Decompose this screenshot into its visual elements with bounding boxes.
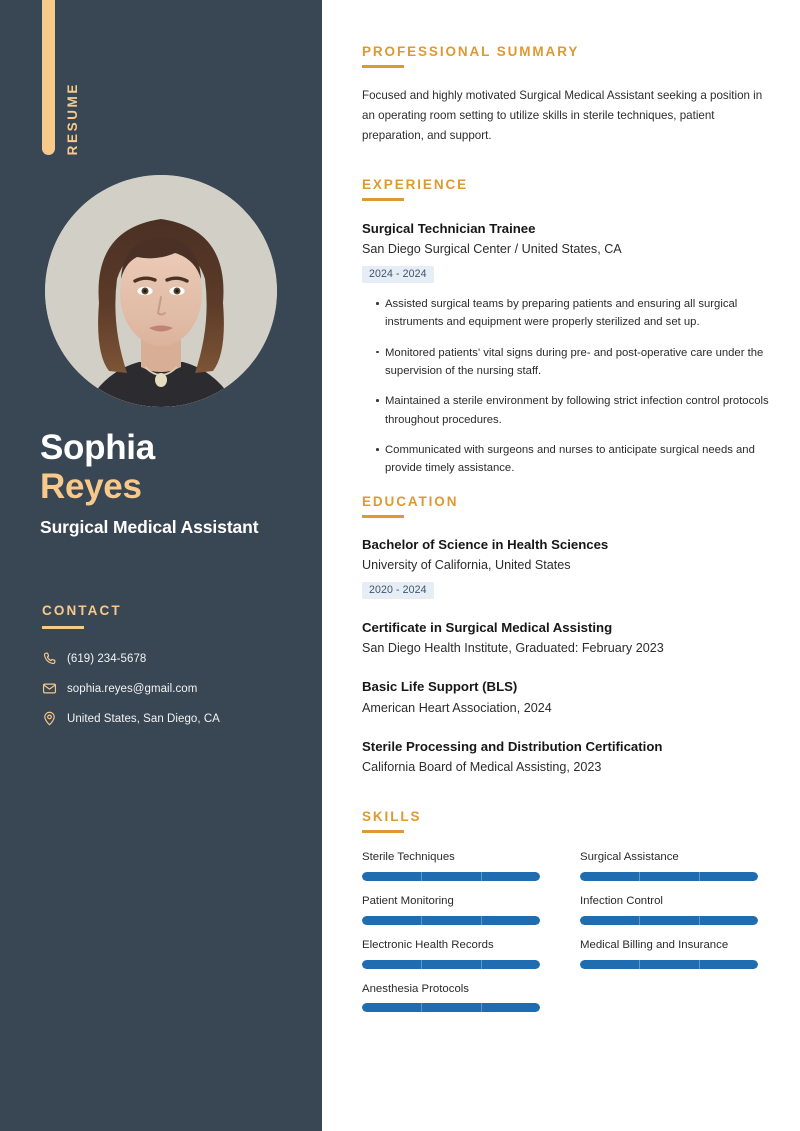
skill-label: Infection Control xyxy=(580,894,663,907)
education-subtitle: San Diego Health Institute, Graduated: February 2023 xyxy=(362,641,664,656)
skill-item xyxy=(362,894,540,925)
skill-segment-divider xyxy=(639,872,640,881)
contact-heading-rule xyxy=(42,626,84,629)
education-item xyxy=(362,536,776,599)
resume-vertical-label: RESUME xyxy=(65,82,80,156)
phone-value: (619) 234-5678 xyxy=(67,652,147,665)
skill-progress-track xyxy=(362,1003,540,1012)
education-item xyxy=(362,678,776,717)
first-name: Sophia xyxy=(40,428,155,467)
education-item xyxy=(362,619,776,658)
skill-segment-divider xyxy=(481,916,482,925)
skill-progress-track xyxy=(362,916,540,925)
skill-progress-fill xyxy=(362,872,540,881)
education-item xyxy=(362,738,776,777)
sidebar xyxy=(0,0,322,1131)
skill-segment-divider xyxy=(699,916,700,925)
skill-progress-track xyxy=(362,960,540,969)
experience-heading: EXPERIENCE xyxy=(362,176,469,192)
skill-segment-divider xyxy=(421,872,422,881)
skill-item xyxy=(580,850,758,881)
education-subtitle: American Heart Association, 2024 xyxy=(362,700,552,715)
skill-segment-divider xyxy=(481,1003,482,1012)
education-date-badge: 2020 - 2024 xyxy=(362,582,434,599)
location-value: United States, San Diego, CA xyxy=(67,712,220,725)
education-heading: EDUCATION xyxy=(362,493,459,509)
contact-phone[interactable] xyxy=(42,650,292,667)
education-title: Sterile Processing and Distribution Certification xyxy=(362,738,663,754)
section-professional-summary xyxy=(362,0,776,146)
skill-segment-divider xyxy=(699,960,700,969)
skill-segment-divider xyxy=(421,960,422,969)
skill-item xyxy=(362,982,540,1013)
skill-segment-divider xyxy=(699,872,700,881)
section-skills xyxy=(362,809,776,1012)
email-value: sophia.reyes@gmail.com xyxy=(67,682,198,695)
education-subtitle: California Board of Medical Assisting, 2023 xyxy=(362,760,602,775)
summary-text: Focused and highly motivated Surgical Medical Assistant seeking a position in an operating room setting to utilize skills in sterile techniques, patient preparation, and support. xyxy=(362,89,763,142)
section-experience xyxy=(362,177,776,478)
skill-progress-fill xyxy=(362,1003,540,1012)
skill-label: Medical Billing and Insurance xyxy=(580,938,729,951)
skill-item xyxy=(580,938,758,969)
skill-label: Patient Monitoring xyxy=(362,894,454,907)
job-title: Surgical Medical Assistant xyxy=(40,517,259,538)
contact-email[interactable] xyxy=(42,680,292,697)
experience-item xyxy=(362,220,776,478)
bullet-item: Maintained a sterile environment by following strict infection control protocols throughout procedures. xyxy=(376,392,776,429)
bullet-item: Monitored patients' vital signs during pre- and post-operative care under the supervision of the nursing staff. xyxy=(376,344,776,381)
skill-progress-track xyxy=(580,916,758,925)
skill-progress-fill xyxy=(580,872,758,881)
skill-segment-divider xyxy=(639,916,640,925)
skill-progress-fill xyxy=(580,916,758,925)
skill-label: Anesthesia Protocols xyxy=(362,982,470,995)
skill-label: Surgical Assistance xyxy=(580,851,679,864)
skills-heading-rule xyxy=(362,830,404,833)
contact-location[interactable] xyxy=(42,710,292,727)
skill-label: Electronic Health Records xyxy=(362,938,494,951)
skill-item xyxy=(362,850,540,881)
location-pin-icon xyxy=(42,711,57,726)
skill-item xyxy=(580,894,758,925)
experience-heading-rule xyxy=(362,198,404,201)
education-title: Bachelor of Science in Health Sciences xyxy=(362,536,609,552)
skill-progress-fill xyxy=(362,916,540,925)
skill-label: Sterile Techniques xyxy=(362,851,455,864)
bullet-item: Communicated with surgeons and nurses to anticipate surgical needs and provide timely assistance. xyxy=(376,441,776,478)
skills-grid xyxy=(362,850,776,1012)
skill-segment-divider xyxy=(639,960,640,969)
section-education xyxy=(362,494,776,778)
skill-progress-track xyxy=(362,872,540,881)
skill-segment-divider xyxy=(481,872,482,881)
phone-icon xyxy=(42,651,57,666)
education-title: Basic Life Support (BLS) xyxy=(362,679,518,695)
skill-progress-fill xyxy=(362,960,540,969)
experience-date-badge: 2024 - 2024 xyxy=(362,266,434,283)
experience-title: Surgical Technician Trainee xyxy=(362,220,536,236)
skill-item xyxy=(362,938,540,969)
education-subtitle: University of California, United States xyxy=(362,558,571,573)
name-block xyxy=(40,428,305,540)
skill-progress-fill xyxy=(580,960,758,969)
skill-segment-divider xyxy=(421,916,422,925)
skill-progress-track xyxy=(580,872,758,881)
main-content xyxy=(322,0,800,1131)
skill-progress-track xyxy=(580,960,758,969)
experience-company: San Diego Surgical Center / United States, CA xyxy=(362,242,622,257)
accent-bar-decoration xyxy=(42,0,55,155)
education-title: Certificate in Surgical Medical Assisting xyxy=(362,619,613,635)
summary-heading: PROFESSIONAL SUMMARY xyxy=(362,44,580,59)
contact-heading: CONTACT xyxy=(42,603,122,618)
skills-heading: SKILLS xyxy=(362,809,422,825)
skill-segment-divider xyxy=(421,1003,422,1012)
summary-heading-rule xyxy=(362,65,404,68)
avatar xyxy=(45,175,277,407)
experience-bullets xyxy=(362,295,776,477)
profile-photo xyxy=(45,175,277,407)
bullet-item: Assisted surgical teams by preparing patients and ensuring all surgical instruments and equipment were properly sterilized and set up. xyxy=(376,295,776,332)
skill-segment-divider xyxy=(481,960,482,969)
envelope-icon xyxy=(42,681,57,696)
education-heading-rule xyxy=(362,515,404,518)
last-name: Reyes xyxy=(40,467,142,507)
contact-list xyxy=(42,650,292,740)
